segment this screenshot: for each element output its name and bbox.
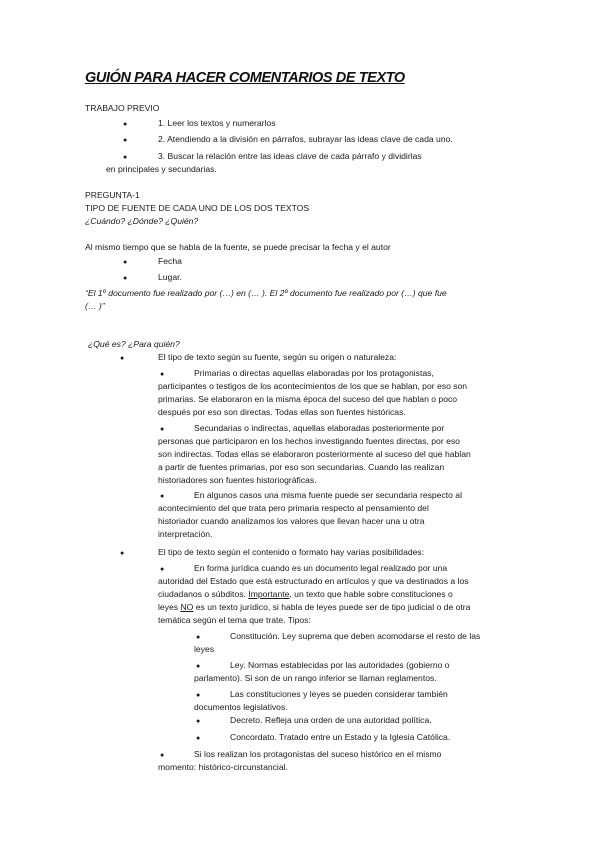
- list-item-concordato: Concordato. Tratado entre un Estado y la Iglesia Católica.: [230, 732, 451, 742]
- paragraph-juridica: En forma jurídica cuando es un documento legal realizado por una: [194, 563, 448, 573]
- list-item-tipo-contenido: El tipo de texto según el contenido o formato hay varias posibilidades:: [158, 547, 425, 557]
- emphasis-importante: Importante: [248, 589, 290, 599]
- section-heading-pregunta-1: PREGUNTA-1: [85, 190, 140, 200]
- paragraph-juridica: [158, 602, 470, 613]
- bullet-icon: ●: [123, 121, 128, 128]
- paragraph-secundarias: Secundarias o indirectas, aquellas elaboradas posteriormente por: [194, 423, 445, 433]
- paragraph-secundarias: a partir de fuentes primarias, por eso son secundarias. Cuando las realizan: [158, 462, 445, 472]
- paragraph-protagonistas: momento: histórico-circunstancial.: [158, 762, 288, 772]
- list-item-tipo-fuente: El tipo de texto según su fuente, según su origen o naturaleza:: [158, 352, 397, 362]
- bullet-icon: ●: [196, 692, 201, 699]
- paragraph-juridica: temática según el tema que trate. Tipos:: [158, 615, 311, 625]
- bullet-icon: ●: [196, 718, 201, 725]
- paragraph-text: es un texto jurídico, si habla de leyes puede ser de tipo judicial o de otra: [193, 602, 471, 612]
- list-item-constitucion: leyes: [194, 644, 215, 654]
- section-heading-trabajo-previo: TRABAJO PREVIO: [85, 103, 160, 113]
- list-item: 1. Leer los textos y numerarlos: [158, 118, 276, 128]
- paragraph-secundarias: son indirectas. Todas ellas se elaboraron posteriormente al suceso del que hablan: [158, 449, 471, 459]
- list-item-decreto: Decreto. Refleja una orden de una autoridad política.: [230, 715, 432, 725]
- intro-paragraph: Al mismo tiempo que se habla de la fuente, se puede precisar la fecha y el autor: [85, 242, 391, 252]
- list-item-lugar: Lugar.: [158, 272, 182, 282]
- list-item: 2. Atendiendo a la división en párrafos, subrayar las ideas clave de cada uno.: [158, 134, 453, 144]
- paragraph-primarias: Primarias o directas aquellas elaboradas por los protagonistas,: [194, 368, 434, 378]
- bullet-icon: ●: [160, 371, 165, 378]
- paragraph-algunos-casos: interpretación.: [158, 529, 213, 539]
- list-item-ley: parlamento). Si son de un rango inferior se llaman reglamentos.: [194, 673, 437, 683]
- paragraph-primarias: primarias. Se elaboraron en la misma época del suceso del que hablan o poco: [158, 394, 458, 404]
- bullet-icon: ●: [160, 752, 165, 759]
- bullet-icon: ●: [123, 154, 128, 161]
- bullet-icon: ●: [120, 550, 125, 557]
- paragraph-text: ciudadanos o súbditos.: [158, 589, 249, 599]
- paragraph-secundarias: historiadores son fuentes historiográficas.: [158, 475, 317, 485]
- paragraph-algunos-casos: acontecimiento del que trata pero primaria respecto al pensamiento del: [158, 503, 429, 513]
- guiding-questions-2: ¿Qué es? ¿Para quién?: [88, 339, 180, 349]
- bullet-icon: ●: [196, 663, 201, 670]
- paragraph-juridica: autoridad del Estado que está estructurado en artículos y que va destinados a los: [158, 576, 469, 586]
- bullet-icon: ●: [196, 735, 201, 742]
- bullet-icon: ●: [160, 493, 165, 500]
- bullet-icon: ●: [196, 634, 201, 641]
- paragraph-primarias: participantes o testigos de los acontecimientos de los que se hablan, por eso son: [158, 381, 468, 391]
- paragraph-algunos-casos: historiador cuando analizamos los valores que llevan hacer una u otra: [158, 516, 425, 526]
- bullet-icon: ●: [123, 259, 128, 266]
- bullet-icon: ●: [160, 566, 165, 573]
- document-title: GUIÓN PARA HACER COMENTARIOS DE TEXTO: [85, 70, 405, 86]
- paragraph-text: , un texto que hable sobre constituciones o: [289, 589, 453, 599]
- paragraph-text: leyes: [158, 602, 181, 612]
- emphasis-no: NO: [180, 602, 194, 612]
- list-item-continuation: en principales y secundarias.: [106, 164, 217, 174]
- list-item-ley: Ley. Normas establecidas por las autoridades (gobierno o: [230, 660, 450, 670]
- example-sentence-continuation: (… )”: [85, 301, 105, 311]
- paragraph-protagonistas: Si los realizan los protagonistas del suceso histórico en el mismo: [194, 749, 442, 759]
- subheading-tipo-fuente: TIPO DE FUENTE DE CADA UNO DE LOS DOS TEXTOS: [85, 203, 310, 213]
- paragraph-juridica: [158, 589, 453, 600]
- list-item-constituciones: Las constituciones y leyes se pueden considerar también: [230, 689, 448, 699]
- bullet-icon: ●: [123, 275, 128, 282]
- list-item: 3. Buscar la relación entre las ideas clave de cada párrafo y dividirlas: [158, 151, 422, 161]
- paragraph-primarias: después por eso son directas. Todas ellas son fuentes históricas.: [158, 407, 406, 417]
- paragraph-secundarias: personas que participaron en los hechos investigando fuentes directas, por eso: [158, 436, 460, 446]
- list-item-constitucion: Constitución. Ley suprema que deben acomodarse el resto de las: [230, 631, 481, 641]
- example-sentence: “El 1º documento fue realizado por (…) en (… ). El 2º documento fue realizado por (…) que fue: [85, 288, 447, 298]
- bullet-icon: ●: [160, 426, 165, 433]
- list-item-fecha: Fecha: [158, 256, 182, 266]
- guiding-questions: ¿Cuándo? ¿Dónde? ¿Quién?: [85, 216, 199, 226]
- paragraph-algunos-casos: En algunos casos una misma fuente puede ser secundaria respecto al: [194, 490, 463, 500]
- list-item-constituciones: documentos legislativos.: [194, 702, 288, 712]
- bullet-icon: ●: [123, 137, 128, 144]
- bullet-icon: ●: [120, 355, 125, 362]
